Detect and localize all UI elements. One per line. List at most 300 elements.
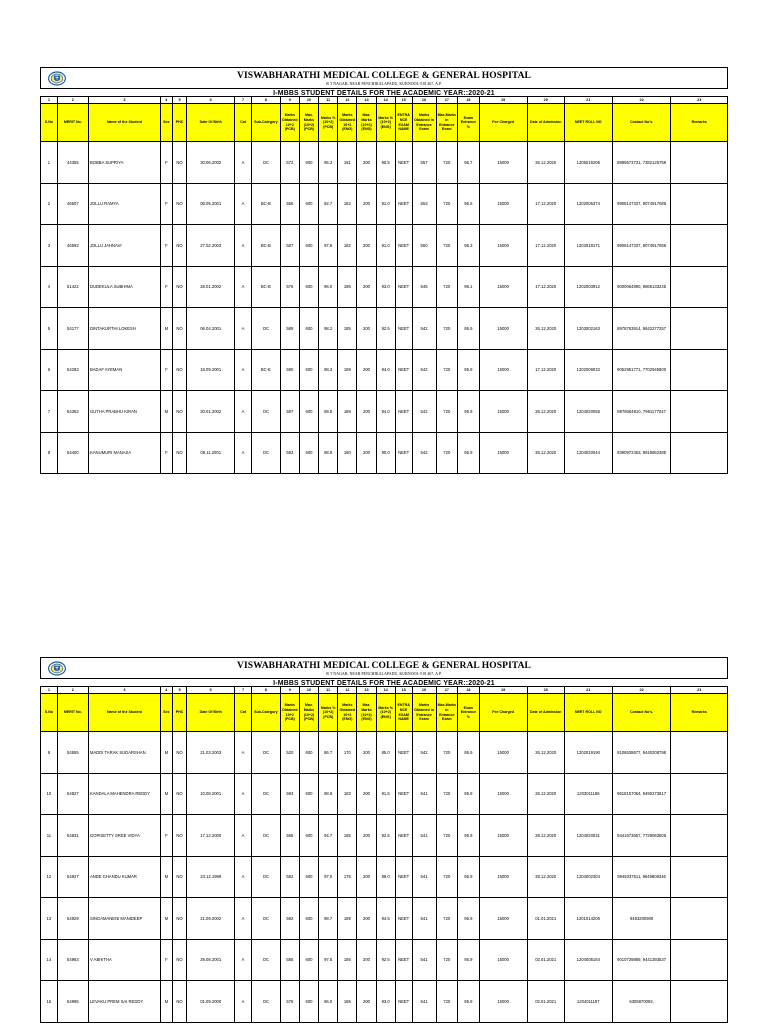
table-cell: 06.05.2001 <box>187 183 235 225</box>
table-cell: 200 <box>357 939 376 981</box>
table-cell: 5 <box>41 308 58 350</box>
table-cell: 557 <box>412 142 436 184</box>
table-cell: 10 <box>41 773 58 815</box>
column-header: Sub-Category <box>251 104 280 142</box>
table-cell: 93.0 <box>376 981 395 1023</box>
table-cell: 94.0 <box>376 349 395 391</box>
sheet-2 <box>40 657 728 1024</box>
table-cell: 15000 <box>479 773 527 815</box>
table-cell: M <box>160 773 172 815</box>
table-cell: 17.12.2020 <box>527 225 564 267</box>
column-number: 2 <box>57 687 88 694</box>
table-cell: OC <box>251 391 280 433</box>
table-row <box>41 856 728 898</box>
column-header: Marks % (10+2) (PCB) <box>319 104 338 142</box>
column-number: 14 <box>376 687 395 694</box>
table-cell: 720 <box>436 732 458 774</box>
table-cell: A <box>235 391 252 433</box>
table-cell: BC-B <box>251 266 280 308</box>
table-cell: BC-B <box>251 225 280 267</box>
table-cell: 1204020044 <box>564 432 612 474</box>
table-cell: NO <box>172 815 186 857</box>
table-cell: A <box>235 308 252 350</box>
column-header: MERIT No. <box>57 694 88 732</box>
column-number: 19 <box>479 97 527 104</box>
column-header: Exam Entrance % <box>458 694 480 732</box>
table-cell: A <box>235 266 252 308</box>
table-cell: 600 <box>299 898 318 940</box>
table-cell: 183 <box>338 773 357 815</box>
table-cell: 200 <box>357 308 376 350</box>
table-cell <box>671 773 728 815</box>
table-cell: 4 <box>41 266 58 308</box>
table-cell: 189 <box>338 898 357 940</box>
column-number: 4 <box>160 687 172 694</box>
student-table <box>40 96 728 474</box>
table-cell: 94.5 <box>376 898 395 940</box>
table-cell: 541 <box>412 981 436 1023</box>
table-cell: NEET <box>395 815 412 857</box>
table-cell: 200 <box>357 142 376 184</box>
table-cell: M <box>160 391 172 433</box>
table-cell: 95.3 <box>319 142 338 184</box>
table-cell: 186 <box>338 266 357 308</box>
table-cell: 720 <box>436 266 458 308</box>
table-cell: 520 <box>280 732 299 774</box>
college-name: VISWABHARATHI MEDICAL COLLEGE & GENERAL HOSPITAL <box>237 71 531 81</box>
column-header: Max. Marks (10+2) (ENG) <box>357 104 376 142</box>
table-cell: 720 <box>436 856 458 898</box>
table-cell <box>671 898 728 940</box>
column-header: ENTRANCE EXAM NAME <box>395 104 412 142</box>
table-cell: OC <box>251 856 280 898</box>
table-cell: MADDI TARAK SUDARSHAN <box>88 732 160 774</box>
college-address: R T NAGAR, NEAR PENCHIKALAPADU, KURNOOL-518 467. A.P. <box>326 81 442 86</box>
table-cell <box>671 308 728 350</box>
table-cell: 8 <box>41 432 58 474</box>
table-cell <box>671 349 728 391</box>
table-cell: 95.9 <box>458 939 480 981</box>
column-header: Marks Obtained 10+2 (PCB) <box>280 694 299 732</box>
table-cell: 97.8 <box>319 225 338 267</box>
table-cell: 06.04.2001 <box>187 308 235 350</box>
column-number: 5 <box>172 687 186 694</box>
table-cell: F <box>160 939 172 981</box>
column-number: 6 <box>187 687 235 694</box>
table-cell: 576 <box>280 266 299 308</box>
table-cell: 542 <box>412 432 436 474</box>
table-cell: JOLLU JAHNAVI <box>88 225 160 267</box>
table-cell: NEET <box>395 981 412 1023</box>
table-cell: 15000 <box>479 939 527 981</box>
table-cell: M <box>160 898 172 940</box>
table-cell: 6 <box>41 349 58 391</box>
table-cell: 98.3 <box>319 349 338 391</box>
table-cell: A <box>235 732 252 774</box>
table-cell: F <box>160 266 172 308</box>
column-number: 13 <box>357 97 376 104</box>
table-cell: 54400 <box>57 432 88 474</box>
column-number: 22 <box>612 97 671 104</box>
table-cell <box>671 183 728 225</box>
table-cell: 9493200900 <box>612 898 671 940</box>
table-cell: 91.5 <box>376 773 395 815</box>
table-cell: 23.12.1999 <box>187 856 235 898</box>
table-cell: 1 <box>41 142 58 184</box>
table-cell: NO <box>172 432 186 474</box>
table-cell: NEET <box>395 898 412 940</box>
table-cell: 28.01.2002 <box>187 266 235 308</box>
table-cell: 02.01.2021 <box>527 981 564 1023</box>
table-cell: BADAF AYEMAN <box>88 349 160 391</box>
table-cell: 185 <box>338 815 357 857</box>
table-cell: NO <box>172 773 186 815</box>
table-cell: 44355 <box>57 142 88 184</box>
table-cell <box>671 432 728 474</box>
column-header: Date of Admission <box>527 694 564 732</box>
column-header: Marks Obtained in Entrance Exam <box>412 104 436 142</box>
college-name: VISWABHARATHI MEDICAL COLLEGE & GENERAL HOSPITAL <box>237 661 531 671</box>
table-cell: 15000 <box>479 391 527 433</box>
table-cell: 200 <box>357 432 376 474</box>
table-cell <box>671 856 728 898</box>
table-cell: 89.0 <box>376 856 395 898</box>
table-cell: 600 <box>299 939 318 981</box>
table-cell: 9010739889, 9441393537 <box>612 939 671 981</box>
table-cell: 26.12.2020 <box>527 142 564 184</box>
column-number: 21 <box>564 687 612 694</box>
table-row <box>41 225 728 267</box>
table-cell: 542 <box>412 391 436 433</box>
table-cell: 15000 <box>479 183 527 225</box>
table-cell: NO <box>172 349 186 391</box>
table-cell: 15000 <box>479 981 527 1023</box>
table-cell: 600 <box>299 183 318 225</box>
table-cell: 15000 <box>479 856 527 898</box>
table-row <box>41 732 728 774</box>
table-cell: 54283 <box>57 349 88 391</box>
column-number: 13 <box>357 687 376 694</box>
table-row <box>41 898 728 940</box>
table-cell: 200 <box>357 815 376 857</box>
column-number: 23 <box>671 97 728 104</box>
table-row <box>41 183 728 225</box>
table-cell: 593 <box>280 432 299 474</box>
table-cell: 28.12.2020 <box>527 815 564 857</box>
table-cell: 95.9 <box>458 432 480 474</box>
column-header: NEET ROLL NO <box>564 104 612 142</box>
table-cell: 95.9 <box>458 856 480 898</box>
table-row <box>41 773 728 815</box>
table-cell: 96.5 <box>458 183 480 225</box>
table-cell: NO <box>172 142 186 184</box>
column-number: 10 <box>299 687 318 694</box>
table-cell: A <box>235 142 252 184</box>
table-cell: 21.09.2002 <box>187 898 235 940</box>
table-cell: M <box>160 981 172 1023</box>
table-cell: 600 <box>299 391 318 433</box>
table-cell: 91.0 <box>376 183 395 225</box>
table-cell: ANDE CHANDU KUMAR <box>88 856 160 898</box>
sheet-1 <box>40 67 728 497</box>
table-cell: 54555 <box>57 732 88 774</box>
column-number: 16 <box>412 97 436 104</box>
sheet-subtitle: I-MBBS STUDENT DETAILS FOR THE ACADEMIC YEAR::2020-21 <box>273 678 495 687</box>
table-cell: F <box>160 183 172 225</box>
table-cell: 95.9 <box>458 732 480 774</box>
column-number: 15 <box>395 97 412 104</box>
table-cell: M <box>160 732 172 774</box>
table-cell: 200 <box>357 773 376 815</box>
table-cell: 9052951771, 7702945800 <box>612 349 671 391</box>
table-cell: 182 <box>338 183 357 225</box>
table-cell: 3 <box>41 225 58 267</box>
table-row <box>41 981 728 1023</box>
table-cell: 02.01.2021 <box>527 939 564 981</box>
table-cell: 1202019190 <box>564 732 612 774</box>
table-cell: 17.12.2020 <box>527 266 564 308</box>
table-cell: 90.0 <box>376 432 395 474</box>
table-cell: 15000 <box>479 266 527 308</box>
column-header: Fee Charged <box>479 104 527 142</box>
table-cell: OC <box>251 142 280 184</box>
table-cell: OC <box>251 308 280 350</box>
table-cell: 15000 <box>479 349 527 391</box>
table-cell: 568 <box>280 815 299 857</box>
table-cell: 1203011186 <box>564 773 612 815</box>
column-header: Marks Obtained 10+2 (ENG) <box>338 694 357 732</box>
table-row <box>41 391 728 433</box>
table-cell: 95.9 <box>458 815 480 857</box>
table-cell: 9000064890, 9866133245 <box>612 266 671 308</box>
column-header: Marks Obtained 10+2 (PCB) <box>280 104 299 142</box>
table-cell: 720 <box>436 183 458 225</box>
table-cell: 54363 <box>57 391 88 433</box>
table-cell: 593 <box>280 773 299 815</box>
column-number: 3 <box>88 687 160 694</box>
table-cell: 54929 <box>57 898 88 940</box>
table-cell: 185 <box>338 939 357 981</box>
table-cell: 178 <box>338 856 357 898</box>
column-header: Contact No's. <box>612 104 671 142</box>
column-header: Max. Marks (10+2) (PCB) <box>299 694 318 732</box>
table-cell: A <box>235 349 252 391</box>
column-header: Date Of Birth <box>187 104 235 142</box>
table-cell: 26.12.2020 <box>527 308 564 350</box>
table-cell: 9908147337, 8074917086 <box>612 225 671 267</box>
table-cell: 28.12.2020 <box>527 856 564 898</box>
table-cell: 542 <box>412 732 436 774</box>
table-cell <box>671 142 728 184</box>
column-header: Name of the Student <box>88 104 160 142</box>
table-cell: 541 <box>412 939 436 981</box>
college-logo-icon <box>48 71 66 86</box>
table-cell: 8106538677, 9440208798 <box>612 732 671 774</box>
table-cell: 97.0 <box>319 856 338 898</box>
column-header: Sex <box>160 104 172 142</box>
table-cell: 97.5 <box>319 939 338 981</box>
table-cell <box>671 266 728 308</box>
table-cell: 17.12.2020 <box>527 349 564 391</box>
table-cell: 576 <box>280 981 299 1023</box>
table-cell: 95.9 <box>458 349 480 391</box>
column-header: Exam Entrance % <box>458 104 480 142</box>
table-cell <box>671 391 728 433</box>
column-number: 10 <box>299 97 318 104</box>
table-cell: 600 <box>299 773 318 815</box>
column-number: 8 <box>251 687 280 694</box>
table-cell: 597 <box>280 391 299 433</box>
table-cell: 30.06.2002 <box>187 142 235 184</box>
table-cell: 200 <box>357 225 376 267</box>
college-logo-icon <box>48 661 66 676</box>
table-cell: 54827 <box>57 773 88 815</box>
table-cell: 92.5 <box>376 815 395 857</box>
column-header: Sub-Category <box>251 694 280 732</box>
column-number: 9 <box>280 97 299 104</box>
table-cell <box>671 225 728 267</box>
column-number: 8 <box>251 97 280 104</box>
table-cell: 553 <box>412 183 436 225</box>
table-cell: 180 <box>338 432 357 474</box>
table-cell <box>671 981 728 1023</box>
sheet-subtitle: I-MBBS STUDENT DETAILS FOR THE ACADEMIC YEAR::2020-21 <box>273 88 495 97</box>
table-cell: F <box>160 225 172 267</box>
table-cell: 600 <box>299 981 318 1023</box>
column-header: Cat <box>235 694 252 732</box>
header-row <box>41 104 728 142</box>
table-cell: 14 <box>41 939 58 981</box>
student-table <box>40 686 728 1023</box>
table-cell: 17.12.2000 <box>187 815 235 857</box>
column-header: Marks % (10+2) (PCB) <box>319 694 338 732</box>
column-number: 16 <box>412 687 436 694</box>
table-cell: 46507 <box>57 183 88 225</box>
table-cell: NO <box>172 898 186 940</box>
table-cell: 1203002163 <box>564 308 612 350</box>
column-number: 18 <box>458 97 480 104</box>
column-header: PHC <box>172 104 186 142</box>
table-cell: JOLLU RAMYA <box>88 183 160 225</box>
table-cell: 1204011197 <box>564 981 612 1023</box>
column-header: PHC <box>172 694 186 732</box>
table-cell: F <box>160 815 172 857</box>
table-cell: 96.7 <box>458 142 480 184</box>
table-cell: 15000 <box>479 225 527 267</box>
column-header: Marks Obtained 10+2 (ENG) <box>338 104 357 142</box>
table-cell: M <box>160 856 172 898</box>
table-cell: 200 <box>357 856 376 898</box>
table-cell: 21.03.2003 <box>187 732 235 774</box>
table-cell: 1201014206 <box>564 898 612 940</box>
table-cell: 95.9 <box>458 773 480 815</box>
table-cell: 26.12.2020 <box>527 732 564 774</box>
column-number: 6 <box>187 97 235 104</box>
table-row <box>41 308 728 350</box>
table-cell: 1204005164 <box>564 939 612 981</box>
table-cell: OC <box>251 432 280 474</box>
column-number: 15 <box>395 687 412 694</box>
table-cell: 720 <box>436 939 458 981</box>
table-cell: 1202003912 <box>564 266 612 308</box>
column-number: 18 <box>458 687 480 694</box>
table-cell: 86.7 <box>319 732 338 774</box>
column-number-row <box>41 97 728 104</box>
table-cell: 11 <box>41 815 58 857</box>
table-cell: 1204020055 <box>564 391 612 433</box>
table-cell: A <box>235 225 252 267</box>
table-cell: 200 <box>357 981 376 1023</box>
table-cell: 98.8 <box>319 432 338 474</box>
table-cell: 592 <box>280 898 299 940</box>
table-cell: 9390972453, 8919862385 <box>612 432 671 474</box>
table-cell: 1203018171 <box>564 225 612 267</box>
table-cell: M <box>160 308 172 350</box>
table-cell: NO <box>172 183 186 225</box>
table-cell: 720 <box>436 308 458 350</box>
column-number: 12 <box>338 97 357 104</box>
table-cell: 98.2 <box>319 308 338 350</box>
table-cell: 600 <box>299 815 318 857</box>
table-cell: 200 <box>357 266 376 308</box>
table-cell: 51422 <box>57 266 88 308</box>
table-cell: 98.7 <box>319 898 338 940</box>
table-cell: 188 <box>338 349 357 391</box>
table-cell: NEET <box>395 308 412 350</box>
table-cell: 7 <box>41 391 58 433</box>
table-cell: 550 <box>412 225 436 267</box>
column-number-row <box>41 687 728 694</box>
table-cell: A <box>235 432 252 474</box>
table-cell: 589 <box>280 308 299 350</box>
column-number: 9 <box>280 687 299 694</box>
table-cell: 01.09.2000 <box>187 981 235 1023</box>
table-cell: NEET <box>395 732 412 774</box>
table-cell: 54177 <box>57 308 88 350</box>
table-cell: NO <box>172 981 186 1023</box>
table-cell: 720 <box>436 898 458 940</box>
table-cell: 582 <box>280 856 299 898</box>
table-cell: 9441673657, 7729063606 <box>612 815 671 857</box>
table-cell: 600 <box>299 308 318 350</box>
table-cell: 9908147337, 8074917086 <box>612 183 671 225</box>
table-cell: 13 <box>41 898 58 940</box>
column-header: Max. Marks (10+2) (ENG) <box>357 694 376 732</box>
table-cell: 96.3 <box>458 225 480 267</box>
column-number: 3 <box>88 97 160 104</box>
table-cell: 96.0 <box>319 981 338 1023</box>
column-header: Marks % (10+2) (ENG) <box>376 694 395 732</box>
table-cell: 600 <box>299 856 318 898</box>
table-cell: 94.0 <box>376 391 395 433</box>
table-cell: NEET <box>395 349 412 391</box>
table-cell: 541 <box>412 856 436 898</box>
table-cell: 720 <box>436 349 458 391</box>
table-cell: OC <box>251 939 280 981</box>
table-cell: F <box>160 349 172 391</box>
column-number: 11 <box>319 97 338 104</box>
table-cell: F <box>160 142 172 184</box>
column-header: Marks Obtained in Entrance Exam <box>412 694 436 732</box>
column-number: 1 <box>41 97 58 104</box>
column-header: Remarks <box>671 694 728 732</box>
table-cell: 600 <box>299 732 318 774</box>
table-cell: 572 <box>280 142 299 184</box>
table-cell: 720 <box>436 225 458 267</box>
table-cell: GOPISETTY SREE VIDYA <box>88 815 160 857</box>
table-cell: 186 <box>338 981 357 1023</box>
table-cell: 91.0 <box>376 225 395 267</box>
